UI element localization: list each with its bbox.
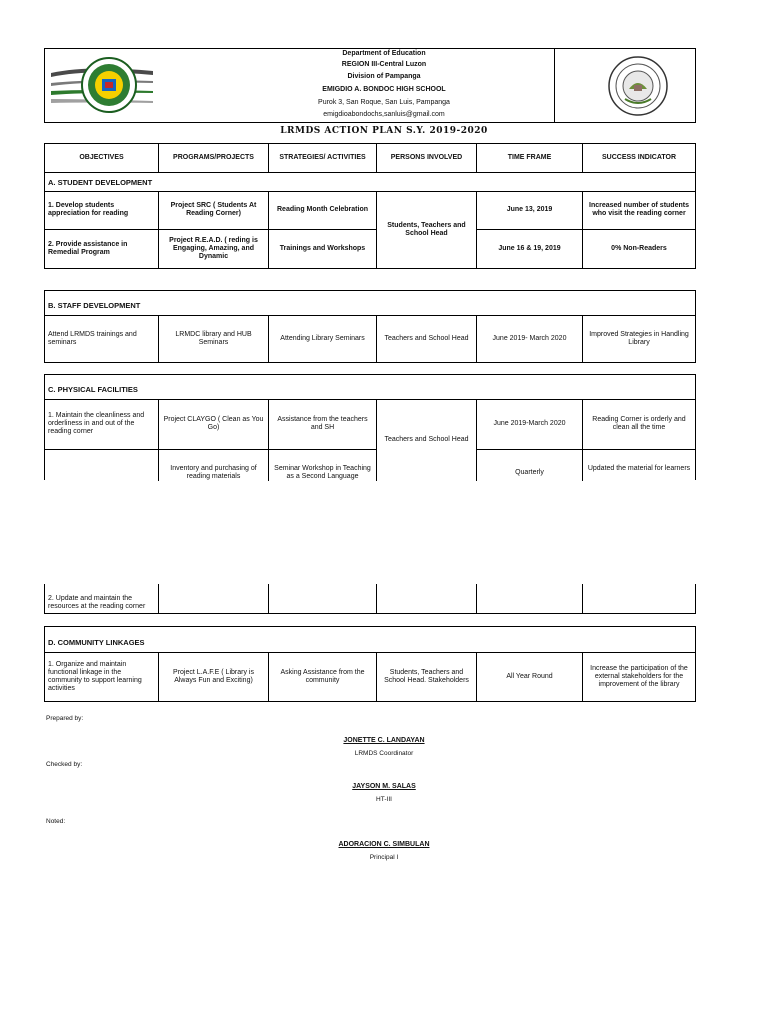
c-r2-indicator: Updated the material for learners	[587, 465, 691, 472]
c-r2-program: Inventory and purchasing of reading materials	[159, 449, 269, 481]
table-section-b	[44, 290, 696, 363]
a-r2-time: June 16 & 19, 2019	[477, 229, 583, 268]
a-r1-time: June 13, 2019	[477, 191, 583, 229]
prepared-title: LRMDS Coordinator	[354, 750, 414, 757]
col-header-indicator: SUCCESS INDICATOR	[601, 154, 677, 161]
checked-label: Checked by:	[46, 761, 83, 768]
col-header-programs: PROGRAMS/PROJECTS	[159, 144, 269, 172]
d-r1-program: Project L.A.F.E ( Library is Always Fun and Exciting)	[159, 652, 269, 702]
table-section-c-continued	[44, 584, 696, 614]
a-r2-objective: 2. Provide assistance in Remedial Program	[45, 229, 159, 268]
col-header-strategies: STRATEGIES/ ACTIVITIES	[269, 144, 377, 172]
c-r1-indicator: Reading Corner is orderly and clean all the time	[592, 416, 686, 431]
section-title-student-development: A. STUDENT DEVELOPMENT	[48, 178, 153, 187]
c-r2-time: Quarterly	[477, 449, 583, 481]
a-r1-program: Project SRC ( Students At Reading Corner)	[159, 191, 269, 229]
header-email: emigdioabondochs,sanluis@gmail.com	[323, 111, 445, 118]
a-r1-indicator: Increased number of students who visit the reading corner	[589, 202, 689, 217]
b-r1-persons: Teachers and School Head	[377, 315, 477, 363]
a-r2-indicator: 0% Non-Readers	[611, 244, 667, 252]
table-section-d	[44, 626, 696, 702]
header-region: REGION III-Central Luzon	[341, 61, 427, 68]
table-section-a	[44, 143, 696, 269]
col-header-objectives: OBJECTIVES	[45, 144, 159, 172]
col-header-persons: PERSONS INVOLVED	[377, 144, 477, 172]
page-title: LRMDS ACTION PLAN S.Y. 2019-2020	[280, 126, 488, 136]
prepared-label: Prepared by:	[46, 715, 84, 722]
noted-title: Principal I	[369, 854, 399, 861]
table-section-c	[44, 374, 696, 480]
c-r1-objective: 1. Maintain the cleanliness and orderliness in and out of the reading corner	[45, 399, 159, 449]
a-persons: Students, Teachers and School Head	[377, 191, 477, 268]
c-r1-program: Project CLAYGO ( Clean as You Go)	[159, 399, 269, 449]
header-address: Purok 3, San Roque, San Luis, Pampanga	[318, 99, 450, 106]
a-r2-program: Project R.E.A.D. ( reding is Engaging, Amazing, and Dynamic	[159, 229, 269, 268]
d-r1-indicator: Increase the participation of the external stakeholders for the improvement of the library	[590, 665, 688, 688]
checked-title: HT-III	[376, 796, 392, 803]
noted-name: ADORACION C. SIMBULAN	[338, 841, 430, 848]
d-r1-strategy: Asking Assistance from the community	[269, 652, 377, 702]
header-school-name: EMIGDIO A. BONDOC HIGH SCHOOL	[322, 86, 446, 93]
col-header-time: TIME FRAME	[477, 144, 583, 172]
b-r1-time: June 2019- March 2020	[477, 315, 583, 363]
a-r2-strategy: Trainings and Workshops	[269, 229, 377, 268]
section-title-physical-facilities: C. PHYSICAL FACILITIES	[48, 385, 138, 394]
c-r2-objective: 2. Update and maintain the resources at the reading corner	[45, 584, 159, 613]
noted-label: Noted:	[46, 818, 66, 825]
header-department: Department of Education	[342, 50, 426, 57]
b-r1-program: LRMDC library and HUB Seminars	[159, 315, 269, 363]
a-r1-objective: 1. Develop students appreciation for reading	[45, 191, 159, 229]
b-r1-strategy: Attending Library Seminars	[269, 315, 377, 363]
d-r1-time: All Year Round	[477, 652, 583, 702]
prepared-name: JONETTE C. LANDAYAN	[343, 737, 425, 744]
c-r1-time: June 2019-March 2020	[477, 399, 583, 449]
c-persons: Teachers and School Head	[377, 399, 477, 481]
b-r1-objective: Attend LRMDS trainings and seminars	[45, 315, 159, 363]
c-r1-strategy: Assistance from the teachers and SH	[269, 399, 377, 449]
d-r1-objective: 1. Organize and maintain functional linkage in the community to support learning activities	[45, 652, 159, 702]
d-r1-persons: Students, Teachers and School Head. Stakeholders	[377, 652, 477, 702]
section-title-community-linkages: D. COMMUNITY LINKAGES	[48, 638, 145, 647]
header-division: Division of Pampanga	[347, 73, 421, 80]
section-title-staff-development: B. STAFF DEVELOPMENT	[48, 301, 141, 310]
c-r2-strategy: Seminar Workshop in Teaching as a Second Language	[269, 449, 377, 481]
checked-name: JAYSON M. SALAS	[352, 783, 416, 790]
a-r1-strategy: Reading Month Celebration	[269, 191, 377, 229]
b-r1-indicator: Improved Strategies in Handling Library	[589, 331, 689, 346]
